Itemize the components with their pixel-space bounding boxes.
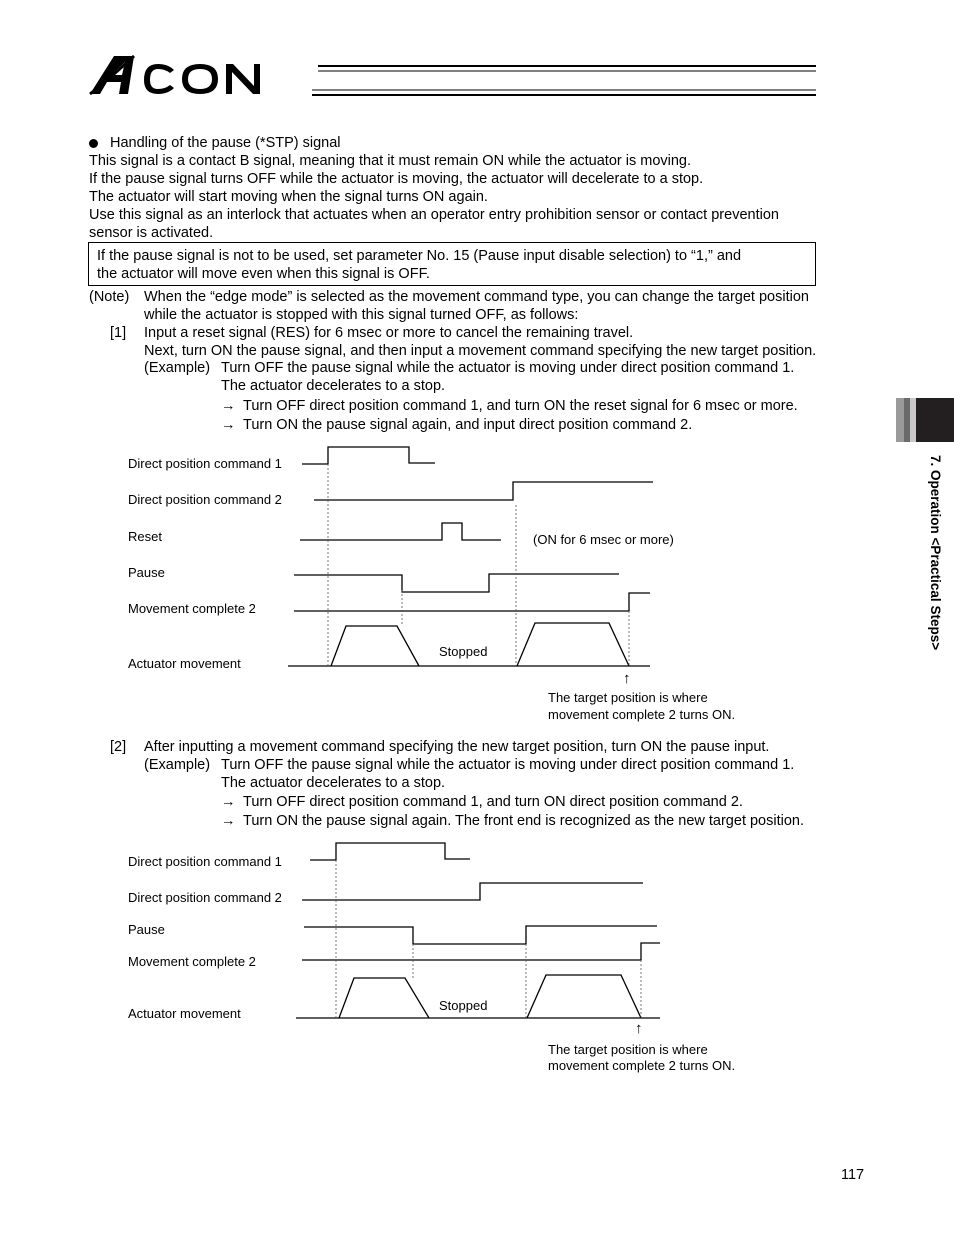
arrow-glyph: → xyxy=(221,417,236,433)
paragraph-line: The actuator will start moving when the signal turns ON again. xyxy=(89,189,488,205)
section-title: Handling of the pause (*STP) signal xyxy=(110,135,341,151)
chapter-tab xyxy=(896,398,954,442)
up-arrow-icon: ↑ xyxy=(635,1020,643,1037)
actuator-profile xyxy=(331,626,419,666)
paragraph-line: sensor is activated. xyxy=(89,225,214,241)
target-note-line: The target position is where xyxy=(548,1042,708,1057)
signal-label: Direct position command 2 xyxy=(128,492,282,507)
note-box-line: If the pause signal is not to be used, set parameter No. 15 (Pause input disable selection) to “1,” and xyxy=(97,248,742,264)
example-line: Turn OFF the pause signal while the actuator is moving under direct position command 1. xyxy=(221,757,795,773)
waveform-dpc2 xyxy=(302,883,643,900)
chapter-tab-label: 7. Operation <Practical Steps> xyxy=(928,455,943,651)
stopped-label: Stopped xyxy=(439,644,488,659)
waveform-reset xyxy=(300,523,501,540)
waveform-dpc1 xyxy=(302,447,435,464)
signal-label: Direct position command 1 xyxy=(128,854,282,869)
stopped-label: Stopped xyxy=(439,998,488,1013)
example-line: Turn OFF the pause signal while the actuator is moving under direct position command 1. xyxy=(221,360,795,376)
arrow-glyph: → xyxy=(221,813,236,829)
signal-label: Actuator movement xyxy=(128,1006,241,1021)
header-rules xyxy=(0,0,954,120)
example-line: The actuator decelerates to a stop. xyxy=(221,775,446,791)
waveform-dpc1 xyxy=(310,843,470,860)
signal-label: Pause xyxy=(128,565,165,580)
waveform-pause xyxy=(304,926,657,944)
item-number: [2] xyxy=(110,739,127,755)
note-box-line: the actuator will move even when this signal is OFF. xyxy=(97,266,430,282)
item-number: [1] xyxy=(110,325,127,341)
waveform-mc2 xyxy=(302,943,660,960)
chapter-tab-graphic xyxy=(896,398,954,442)
note-label: (Note) xyxy=(89,289,130,305)
arrow-glyph: → xyxy=(221,794,236,810)
page-number: 117 xyxy=(841,1167,865,1183)
actuator-profile xyxy=(527,975,641,1018)
reset-duration-note: (ON for 6 msec or more) xyxy=(533,532,674,547)
waveform-dpc2 xyxy=(314,482,653,500)
item-line: Input a reset signal (RES) for 6 msec or more to cancel the remaining travel. xyxy=(144,325,634,341)
target-note-line: movement complete 2 turns ON. xyxy=(548,707,736,722)
signal-label: Reset xyxy=(128,529,162,544)
waveform-pause xyxy=(294,574,619,592)
signal-label: Movement complete 2 xyxy=(128,954,256,969)
item-line: After inputting a movement command specifying the new target position, turn ON the pause input. xyxy=(144,739,770,755)
example-line: The actuator decelerates to a stop. xyxy=(221,378,446,394)
example-label: (Example) xyxy=(144,757,211,773)
signal-label: Actuator movement xyxy=(128,656,241,671)
signal-label: Direct position command 1 xyxy=(128,456,282,471)
target-note-line: movement complete 2 turns ON. xyxy=(548,1058,736,1073)
paragraph-line: This signal is a contact B signal, meaning that it must remain ON while the actuator is moving. xyxy=(89,153,692,169)
signal-label: Direct position command 2 xyxy=(128,890,282,905)
signal-label: Pause xyxy=(128,922,165,937)
waveform-mc2 xyxy=(294,593,650,611)
arrow-glyph: → xyxy=(221,398,236,414)
target-note-line: The target position is where xyxy=(548,690,708,705)
actuator-profile xyxy=(339,978,429,1018)
note-line: When the “edge mode” is selected as the movement command type, you can change the target position xyxy=(144,289,809,305)
signal-label: Movement complete 2 xyxy=(128,601,256,616)
example-line: Turn OFF direct position command 1, and turn ON direct position command 2. xyxy=(243,794,743,810)
example-line: Turn OFF direct position command 1, and turn ON the reset signal for 6 msec or more. xyxy=(243,398,798,414)
bullet-icon xyxy=(89,139,98,148)
example-line: Turn ON the pause signal again. The front end is recognized as the new target position. xyxy=(243,813,805,829)
actuator-profile xyxy=(517,623,629,666)
note-line: while the actuator is stopped with this signal turned OFF, as follows: xyxy=(144,307,579,323)
up-arrow-icon: ↑ xyxy=(623,670,631,687)
paragraph-line: If the pause signal turns OFF while the actuator is moving, the actuator will decelerate to a stop. xyxy=(89,171,704,187)
example-line: Turn ON the pause signal again, and input direct position command 2. xyxy=(243,417,693,433)
item-line: Next, turn ON the pause signal, and then input a movement command specifying the new target position. xyxy=(144,343,817,359)
example-label: (Example) xyxy=(144,360,211,376)
paragraph-line: Use this signal as an interlock that actuates when an operator entry prohibition sensor or contact prevention xyxy=(89,207,779,223)
